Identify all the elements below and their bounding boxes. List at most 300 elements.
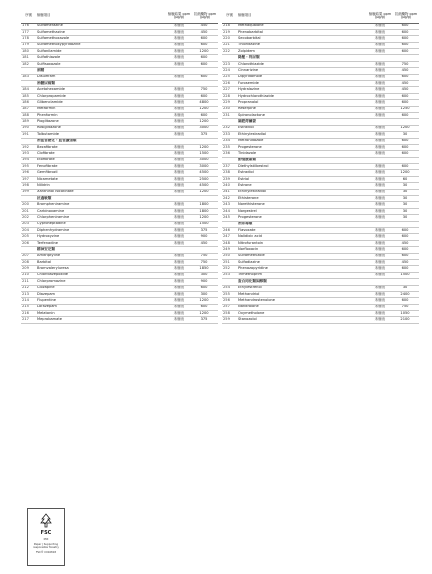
row-limit: 30 (393, 196, 419, 202)
row-number: 191 (21, 132, 36, 138)
row-limit: 30 (393, 285, 419, 291)
row-item-name: Progesterone (237, 144, 367, 150)
row-result: 未檢出 (166, 259, 192, 265)
row-number: 196 (21, 170, 36, 176)
row-item-name: Ethisterone (237, 196, 367, 202)
row-limit: 600 (192, 93, 218, 99)
row-result: 未檢出 (166, 170, 192, 176)
row-limit: 1200 (192, 106, 218, 112)
row-limit: 600 (192, 36, 218, 42)
row-limit: 750 (393, 61, 419, 67)
row-number: 184 (21, 87, 36, 93)
row-item-name: Propranolol (237, 100, 367, 106)
row-number: 209 (21, 266, 36, 272)
row-number: 203 (21, 221, 36, 227)
row-result: 未檢出 (367, 247, 393, 253)
row-limit: 450 (393, 87, 419, 93)
row-limit: 2400 (393, 291, 419, 297)
row-limit: 60 (393, 176, 419, 182)
row-number: 221 (222, 42, 237, 48)
row-item-name: Norethisterone (237, 202, 367, 208)
row-number: 220 (222, 36, 237, 42)
row-number: 187 (21, 106, 36, 112)
row-limit: 600 (393, 266, 419, 272)
row-result: 未檢出 (367, 61, 393, 67)
row-result: 未檢出 (367, 132, 393, 138)
row-limit: 30 (393, 208, 419, 214)
row-limit: 900 (192, 234, 218, 240)
row-result: 未檢出 (367, 151, 393, 157)
row-limit: 4500 (192, 183, 218, 189)
row-item-name: Nilidrin (36, 183, 166, 189)
row-limit: 900 (192, 279, 218, 285)
row-limit: 600 (192, 285, 218, 291)
row-item-name: Sulfamethizole (237, 253, 367, 259)
row-item-name: Terfenadine (36, 240, 166, 246)
row-limit: 600 (393, 93, 419, 99)
row-number: 230 (222, 106, 237, 112)
row-number: 259 (222, 317, 237, 323)
row-result: 未檢出 (166, 119, 192, 125)
row-number: 258 (222, 311, 237, 317)
row-limit: 600 (393, 36, 419, 42)
row-result: 未檢出 (166, 228, 192, 234)
row-item-name: Reserpine (237, 106, 367, 112)
row-number: 193 (21, 151, 36, 157)
row-number: 181 (21, 55, 36, 61)
row-result: 未檢出 (166, 176, 192, 182)
row-result: 未檢出 (166, 106, 192, 112)
row-limit: 375 (192, 228, 218, 234)
row-number: 216 (21, 311, 36, 317)
row-item-name: 降壓・利尿類 (237, 55, 367, 61)
row-number: 195 (21, 164, 36, 170)
row-number: 228 (222, 93, 237, 99)
row-result: 未檢出 (367, 196, 393, 202)
row-number: 194 (21, 157, 36, 163)
row-result: 未檢出 (367, 285, 393, 291)
row-limit: 30 (393, 132, 419, 138)
row-item-name: Fenofibrate (36, 164, 166, 170)
row-result: 未檢出 (367, 23, 393, 29)
table-row (222, 317, 419, 323)
header-item: 檢驗項目 (36, 10, 166, 23)
row-item-name: Progesterone (237, 215, 367, 221)
row-item-name: 治血管硬化・血管擴張類 (36, 138, 166, 144)
row-item-name: 抗過敏類 (36, 196, 166, 202)
header-no: 序號 (222, 10, 237, 23)
row-item-name: Meprobamate (36, 317, 166, 323)
row-result: 未檢出 (367, 112, 393, 118)
row-item-name: Lorazepam (36, 304, 166, 310)
row-item-name: Etofibrate (36, 157, 166, 163)
row-limit: 750 (192, 253, 218, 259)
row-result: 未檢出 (367, 87, 393, 93)
row-number: 248 (222, 240, 237, 246)
row-limit: 450 (393, 259, 419, 265)
row-result: 未檢出 (367, 170, 393, 176)
row-result: 未檢出 (166, 183, 192, 189)
row-result: 未檢出 (166, 49, 192, 55)
row-number: 186 (21, 100, 36, 106)
tree-check-icon (38, 513, 54, 529)
row-result: 未檢出 (166, 291, 192, 297)
row-item-name: Chlorothiazide (237, 61, 367, 67)
row-item-name: 精神安定類 (36, 247, 166, 253)
row-result: 未檢出 (166, 87, 192, 93)
row-item-name: 治尿毒類 (237, 221, 367, 227)
row-item-name: Pioglitazone (36, 119, 166, 125)
row-result: 未檢出 (367, 253, 393, 259)
row-limit: 4800 (192, 100, 218, 106)
row-limit: 1800 (192, 208, 218, 214)
row-result: 未檢出 (367, 298, 393, 304)
row-item-name: Nalidixic acid (237, 234, 367, 240)
row-limit: 600 (192, 55, 218, 61)
row-limit: 300 (192, 272, 218, 278)
row-number: 242 (222, 196, 237, 202)
left-table-body (21, 23, 218, 323)
row-result: 未檢出 (166, 298, 192, 304)
row-number: 253 (222, 272, 237, 278)
row-number: 223 (222, 61, 237, 67)
row-item-name: Diphenhydramine (36, 228, 166, 234)
row-number: 207 (21, 253, 36, 259)
row-limit: 600 (393, 144, 419, 150)
row-item-name: Chlorpheniramine (36, 215, 166, 221)
row-limit: 1500 (393, 272, 419, 278)
row-limit: 750 (393, 304, 419, 310)
right-column (222, 10, 419, 324)
row-result: 未檢出 (367, 304, 393, 310)
row-result: 未檢出 (367, 100, 393, 106)
row-item-name: Estradiol (237, 170, 367, 176)
row-result: 未檢出 (166, 240, 192, 246)
row-result: 未檢出 (367, 215, 393, 221)
row-result: 未檢出 (166, 112, 192, 118)
row-item-name: Sulfathiazole (36, 55, 166, 61)
row-number: 206 (21, 240, 36, 246)
row-limit: 600 (192, 74, 218, 80)
row-result: 未檢出 (367, 228, 393, 234)
right-table-body (222, 23, 419, 323)
row-limit: 450 (192, 23, 218, 29)
row-item-name: 蛋白同化類固醇類 (237, 279, 367, 285)
row-item-name: Chlorpromazine (36, 279, 166, 285)
row-number: 185 (21, 93, 36, 99)
row-item-name: Hydroxyzine (36, 234, 166, 240)
row-number: 244 (222, 208, 237, 214)
row-limit: 2500 (192, 176, 218, 182)
row-limit: 450 (393, 81, 419, 87)
row-limit: 600 (393, 247, 419, 253)
row-number: 204 (21, 228, 36, 234)
row-result: 未檢出 (367, 106, 393, 112)
row-number: 183 (21, 74, 36, 80)
row-result: 未檢出 (166, 100, 192, 106)
row-number: 237 (222, 164, 237, 170)
row-item-name: Tolbutamide (36, 132, 166, 138)
row-item-name: Estriol (237, 176, 367, 182)
row-limit: 450 (393, 240, 419, 246)
row-number: 217 (21, 317, 36, 323)
row-item-name: Melatonin (36, 311, 166, 317)
row-result: 未檢出 (367, 68, 393, 74)
row-limit: 600 (393, 49, 419, 55)
row-number: 231 (222, 112, 237, 118)
row-limit: 600 (192, 42, 218, 48)
row-result: 未檢出 (166, 285, 192, 291)
row-limit: 375 (192, 132, 218, 138)
row-item-name: Sulfamerazine (36, 23, 166, 29)
row-limit: 375 (192, 317, 218, 323)
row-limit: 1200 (192, 215, 218, 221)
row-item-name: Glibenclamide (36, 100, 166, 106)
row-number: 238 (222, 170, 237, 176)
row-limit: 1200 (192, 311, 218, 317)
row-limit: 1200 (192, 298, 218, 304)
row-result: 未檢出 (166, 189, 192, 195)
row-item-name: Amitriptyline (36, 253, 166, 259)
row-result: 未檢出 (367, 164, 393, 170)
row-number: 215 (21, 304, 36, 310)
row-result: 未檢出 (367, 138, 393, 144)
row-result: 未檢出 (166, 164, 192, 170)
row-number: 210 (21, 272, 36, 278)
row-limit: 1250 (393, 106, 419, 112)
row-limit: 30 (393, 183, 419, 189)
row-number: 182 (21, 61, 36, 67)
row-item-name: Bezafibrate (36, 144, 166, 150)
row-number: 257 (222, 304, 237, 310)
row-item-name: Carbinoxamine (36, 208, 166, 214)
row-limit: 600 (192, 61, 218, 67)
row-number: 192 (21, 144, 36, 150)
row-limit: 1500 (192, 221, 218, 227)
row-limit: 3000 (192, 125, 218, 131)
row-number: 243 (222, 202, 237, 208)
row-result: 未檢出 (166, 279, 192, 285)
row-item-name: Sulfisoxazole (36, 61, 166, 67)
row-limit: 1050 (393, 311, 419, 317)
right-table (222, 10, 419, 324)
header-item: 檢驗項目 (237, 10, 367, 23)
row-result: 未檢出 (367, 234, 393, 240)
row-number: 205 (21, 234, 36, 240)
row-number: 227 (222, 87, 237, 93)
row-item-name: Gemfibrozil (36, 170, 166, 176)
row-number: 234 (222, 138, 237, 144)
row-item-name: Flavoxate (237, 228, 367, 234)
row-limit: 600 (393, 74, 419, 80)
row-limit: 600 (393, 23, 419, 29)
row-result: 未檢出 (166, 144, 192, 150)
row-item-name: Norfloxacin (237, 247, 367, 253)
row-result: 未檢出 (166, 221, 192, 227)
row-number: 241 (222, 189, 237, 195)
fsc-logo (27, 508, 65, 566)
row-number: 226 (222, 81, 237, 87)
row-number: 245 (222, 215, 237, 221)
row-item-name: Phenobarbital (237, 29, 367, 35)
row-result: 未檢出 (166, 23, 192, 29)
row-number: 214 (21, 298, 36, 304)
row-result: 未檢出 (367, 202, 393, 208)
row-item-name: Metformin (36, 106, 166, 112)
row-result: 未檢出 (166, 151, 192, 157)
row-number: 252 (222, 266, 237, 272)
row-limit: 30 (393, 215, 419, 221)
row-item-name: Metronidazole (237, 138, 367, 144)
row-item-name: Clozapine (36, 285, 166, 291)
row-item-name: Cinnarizine (237, 68, 367, 74)
row-item-name: Diazepam (36, 291, 166, 297)
row-item-name: Clofibrate (36, 151, 166, 157)
fsc-label: FSC (40, 530, 52, 536)
row-item-name: Phenazopyridine (237, 266, 367, 272)
row-result: 未檢出 (166, 42, 192, 48)
row-item-name: Norgestrel (237, 208, 367, 214)
row-number: 218 (222, 23, 237, 29)
row-result: 未檢出 (367, 311, 393, 317)
row-result: 未檢出 (367, 176, 393, 182)
row-number: 233 (222, 132, 237, 138)
row-result: 未檢出 (166, 215, 192, 221)
row-result: 未檢出 (166, 61, 192, 67)
row-limit: 1200 (192, 144, 218, 150)
row-number: 224 (222, 68, 237, 74)
row-limit: 3000 (192, 164, 218, 170)
row-limit: 2100 (393, 317, 419, 323)
row-number: 232 (222, 125, 237, 131)
table-row (21, 317, 218, 323)
row-number: 235 (222, 144, 237, 150)
report-page (21, 10, 419, 324)
row-limit: 300 (192, 291, 218, 297)
row-result: 未檢出 (367, 291, 393, 297)
row-result: 未檢出 (367, 208, 393, 214)
row-result: 未檢出 (166, 272, 192, 278)
row-number: 246 (222, 228, 237, 234)
row-item-name: Sulfamethoxypyridazine (36, 42, 166, 48)
row-limit: 450 (192, 240, 218, 246)
row-limit: 1200 (192, 119, 218, 125)
row-item-name: Phenformin (36, 112, 166, 118)
row-limit: 600 (393, 164, 419, 170)
row-item-name: Acetohexamide (36, 87, 166, 93)
row-item-name: Ethinylestradiol (237, 132, 367, 138)
row-number: 178 (21, 36, 36, 42)
row-number: 199 (21, 189, 36, 195)
row-limit: 30 (393, 202, 419, 208)
fsc-site: MIX (43, 538, 49, 541)
row-limit: 600 (393, 298, 419, 304)
right-header-row (222, 10, 419, 23)
row-limit: 600 (192, 112, 218, 118)
row-limit: 1200 (393, 125, 419, 131)
row-result: 未檢出 (367, 183, 393, 189)
row-result: 未檢出 (166, 29, 192, 35)
row-item-name: Sulfanilamide (36, 49, 166, 55)
row-number: 197 (21, 176, 36, 182)
row-number: 201 (21, 208, 36, 214)
row-item-name: Nicametate (36, 176, 166, 182)
row-number: 239 (222, 176, 237, 182)
row-item-name: 調經荷爾蒙 (237, 119, 367, 125)
row-item-name: Furosemide (237, 81, 367, 87)
row-item-name: Thioridazine (237, 42, 367, 48)
header-result: 檢驗結果 ppm (μg/g) (166, 10, 192, 23)
row-result: 未檢出 (166, 253, 192, 259)
row-item-name: Chlordiazepoxide (36, 272, 166, 278)
left-table (21, 10, 218, 324)
row-result: 未檢出 (367, 81, 393, 87)
row-number: 219 (222, 29, 237, 35)
fsc-tagline: Paper | Supporting responsible forestry (33, 543, 59, 549)
table-columns (21, 10, 419, 324)
row-item-name: Dipyridamole (237, 74, 367, 80)
row-number: 190 (21, 125, 36, 131)
row-limit: 750 (192, 87, 218, 93)
row-result: 未檢出 (367, 317, 393, 323)
row-number: 236 (222, 151, 237, 157)
header-limit: 抗菌藥物 ppm (μg/g) (192, 10, 218, 23)
row-number: 200 (21, 202, 36, 208)
row-number: 256 (222, 298, 237, 304)
row-limit: 30 (393, 189, 419, 195)
row-item-name: Methaqualone (237, 23, 367, 29)
row-item-name: Sulfadiazine (237, 259, 367, 265)
row-result: 未檢出 (367, 259, 393, 265)
row-item-name: Tinidazole (237, 151, 367, 157)
row-number: 251 (222, 259, 237, 265)
row-result: 未檢出 (166, 36, 192, 42)
row-limit: 1200 (393, 170, 419, 176)
row-result: 未檢出 (166, 74, 192, 80)
row-limit: 450 (192, 29, 218, 35)
row-item-name: Ethylestrenol (237, 285, 367, 291)
row-item-name: Diethylstilbestrol (237, 164, 367, 170)
row-result: 未檢出 (367, 42, 393, 48)
row-number: 188 (21, 112, 36, 118)
row-number: 189 (21, 119, 36, 125)
row-item-name: Spironolactone (237, 112, 367, 118)
row-limit: 600 (393, 112, 419, 118)
row-result: 未檢出 (166, 317, 192, 323)
row-limit: 450 (393, 68, 419, 74)
row-result: 未檢出 (367, 266, 393, 272)
row-number: 254 (222, 285, 237, 291)
row-limit: 4500 (192, 170, 218, 176)
row-item-name: Stanozolol (237, 317, 367, 323)
row-limit: 600 (393, 253, 419, 259)
row-number: 180 (21, 49, 36, 55)
row-item-name: Oxymetholone (237, 311, 367, 317)
row-item-name: Sulfamethazine (36, 29, 166, 35)
row-result: 未檢出 (367, 189, 393, 195)
row-item-name: Disulfiram (36, 74, 166, 80)
row-item-name: Flupentine (36, 298, 166, 304)
row-item-name: Rosiglitazone (36, 125, 166, 131)
left-header-row (21, 10, 218, 23)
left-column (21, 10, 218, 324)
row-number: 198 (21, 183, 36, 189)
row-result: 未檢出 (166, 125, 192, 131)
fsc-code: FSC® C016818 (35, 551, 57, 554)
row-item-name: Methandriol (237, 291, 367, 297)
row-limit: 3000 (192, 157, 218, 163)
row-result: 未檢出 (166, 266, 192, 272)
